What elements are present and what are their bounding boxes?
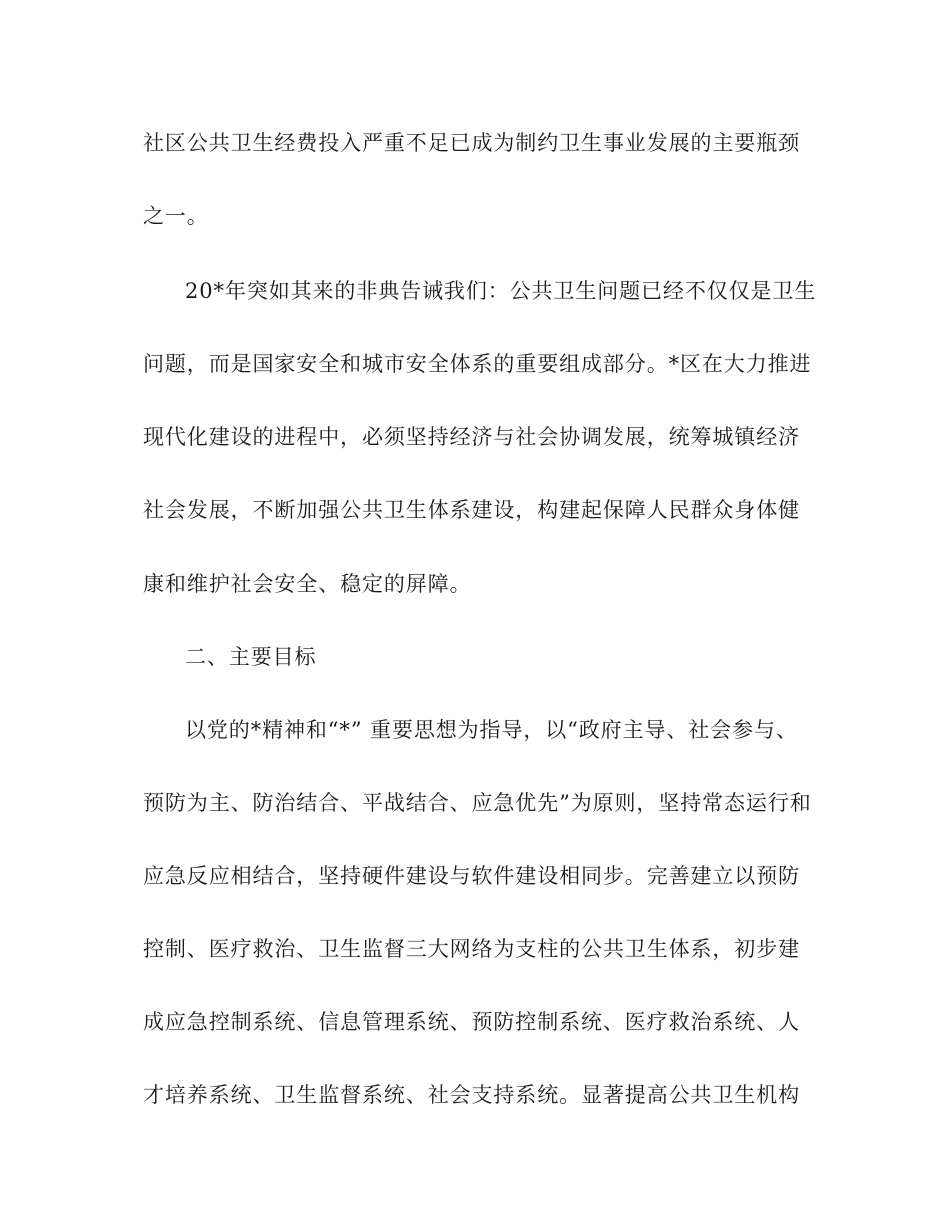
paragraph-line-4: 问题，而是国家安全和城市安全体系的重要组成部分。*区在大力推进 [143, 352, 812, 376]
paragraph-line-12: 控制、医疗救治、卫生监督三大网络为支柱的公共卫生体系，初步建 [143, 937, 800, 961]
paragraph-line-13: 成应急控制系统、信息管理系统、预防控制系统、医疗救治系统、人 [143, 1010, 800, 1034]
paragraph-line-6: 社会发展，不断加强公共卫生体系建设，构建起保障人民群众身体健 [143, 498, 800, 522]
section-heading: 二、主要目标 [185, 645, 317, 669]
paragraph-line-2: 之一。 [143, 204, 209, 228]
paragraph-line-10: 预防为主、防治结合、平战结合、应急优先”为原则，坚持常态运行和 [143, 791, 812, 815]
paragraph-line-3: 20*年突如其来的非典告诫我们：公共卫生问题已经不仅仅是卫生 [185, 279, 817, 303]
paragraph-line-14: 才培养系统、卫生监督系统、社会支持系统。显著提高公共卫生机构 [143, 1083, 800, 1107]
paragraph-line-11: 应急反应相结合，坚持硬件建设与软件建设相同步。完善建立以预防 [143, 864, 800, 888]
paragraph-line-9: 以党的*精神和“*” 重要思想为指导，以“政府主导、社会参与、 [185, 718, 798, 742]
paragraph-line-7: 康和维护社会安全、稳定的屏障。 [143, 572, 472, 596]
paragraph-line-1: 社区公共卫生经费投入严重不足已成为制约卫生事业发展的主要瓶颈 [143, 131, 800, 155]
paragraph-line-5: 现代化建设的进程中，必须坚持经济与社会协调发展，统筹城镇经济 [143, 425, 800, 449]
